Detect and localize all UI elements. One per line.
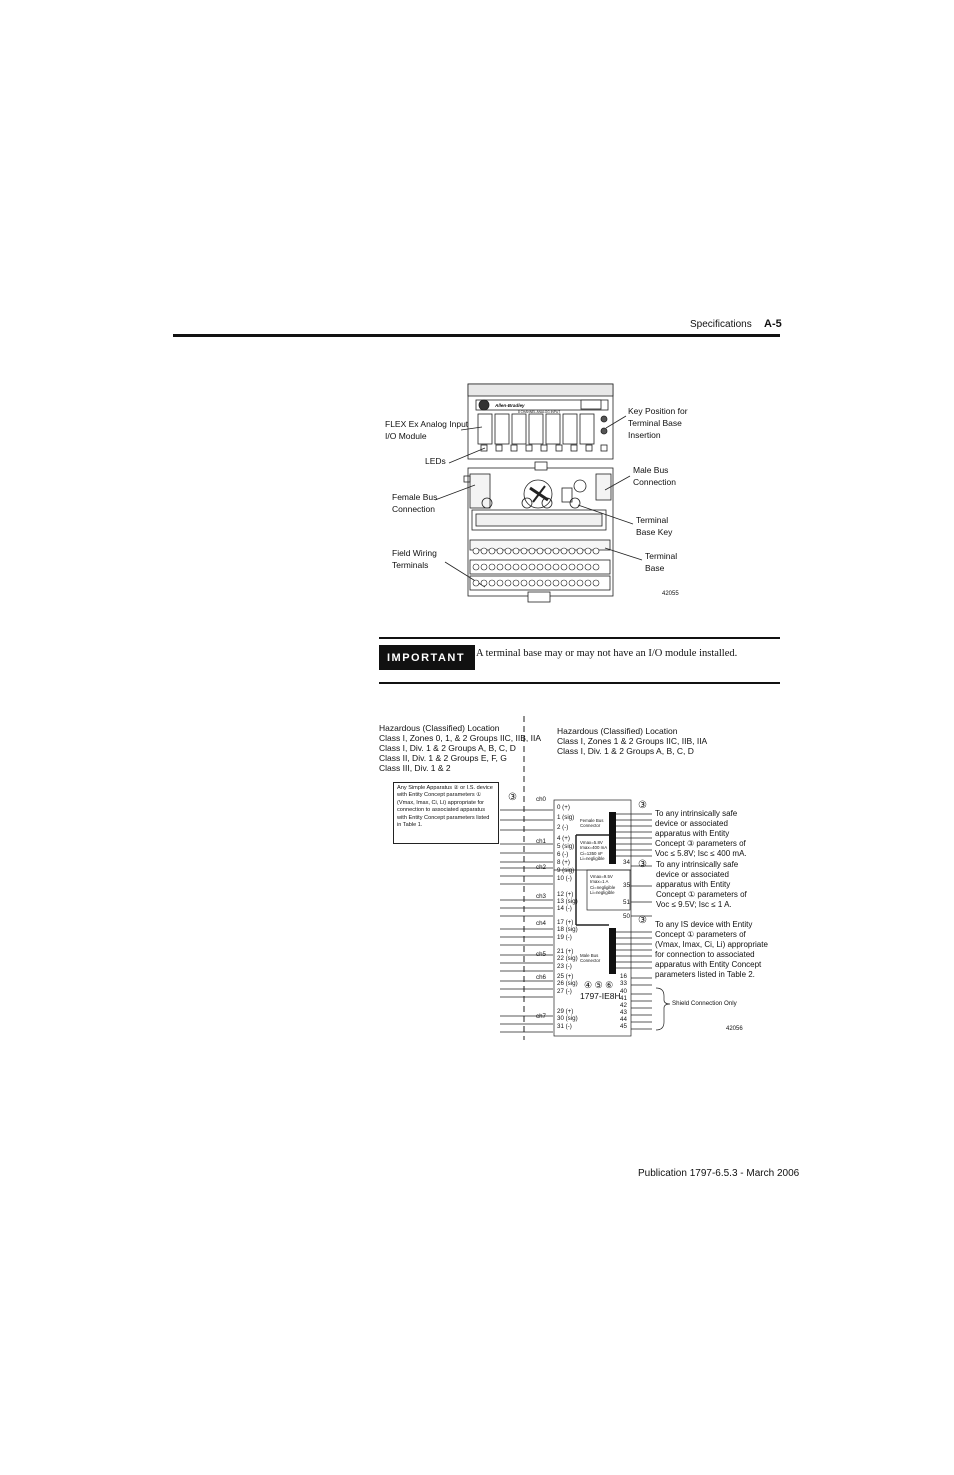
shield-connection-label: Shield Connection Only	[672, 1000, 737, 1007]
right-terminal-number: 45	[620, 1023, 627, 1030]
left-hazardous-location: Hazardous (Classified) Location Class I, Zones 0, 1, & 2 Groups IIC, IIB, IIA Class I, Div. 1 & 2 Groups A, B, C, D Class II, Div. 1 & 2 Groups E, F, G Class III, Div. 1 & 2	[379, 723, 542, 773]
terminal-label: 18 (sig)	[557, 926, 578, 933]
terminal-label: 19 (-)	[557, 934, 572, 941]
terminal-label: 5 (sig)	[557, 843, 575, 850]
catalog-number: 1797-IE8H	[580, 991, 621, 1001]
terminal-label: 6 (-)	[557, 851, 569, 858]
terminal-label: 21 (+)	[557, 948, 574, 955]
channel-label: ch5	[536, 951, 546, 958]
right-note-2: To any intrinsically safe device or associated apparatus with Entity Concept ① parameters of Voc ≤ 9.5V; Isc ≤ 1 A.	[656, 860, 747, 909]
male-bus-connector-label: Male Bus Connector	[580, 953, 601, 964]
right-note-1: To any intrinsically safe device or associated apparatus with Entity Concept ③ parameters of Voc ≤ 5.8V; Isc ≤ 400 mA.	[655, 809, 747, 858]
right-terminal-number: 33	[620, 980, 627, 987]
callout-field-wiring: Field Wiring Terminals	[392, 548, 437, 570]
terminal-label: 14 (-)	[557, 905, 572, 912]
important-text: A terminal base may or may not have an I/O module installed.	[476, 648, 738, 659]
circle-3-right-1: ③	[638, 800, 647, 811]
module-subtitle: 8 CHANNEL ANALOG INPUT	[518, 410, 561, 414]
callout-flex-ex-module: FLEX Ex Analog Input I/O Module	[385, 419, 469, 441]
terminal-label: 4 (+)	[557, 835, 570, 842]
module-figure-number: 42055	[662, 591, 679, 597]
callout-terminal-base-key: Terminal Base Key	[636, 515, 673, 537]
right-terminal-number: 35	[623, 882, 630, 889]
publication-footer: Publication 1797-6.5.3 - March 2006	[638, 1168, 800, 1179]
simple-apparatus-box: Any Simple Apparatus ② or I.S. device with Entity Concept parameters ① (Vmax, Imax, Ci, Li) appropriate for connection to associated apparatus with Entity Concept parameters listed in Table 1.	[393, 782, 499, 844]
terminal-label: 17 (+)	[557, 919, 574, 926]
right-terminal-number: 50	[623, 913, 630, 920]
terminal-label: 8 (+)	[557, 859, 570, 866]
terminal-label: 13 (sig)	[557, 898, 578, 905]
terminal-label: 30 (sig)	[557, 1015, 578, 1022]
terminal-label: 29 (+)	[557, 1008, 574, 1015]
running-header-section: Specifications	[690, 319, 752, 330]
terminal-label: 0 (+)	[557, 804, 570, 811]
female-bus-connector-label: Female Bus Connector	[580, 818, 604, 829]
terminal-label: 25 (+)	[557, 973, 574, 980]
entity-params-box-1: Vmax=5.8V Imax=400 mA Ci=1350 nF Li=negligible	[580, 840, 608, 862]
right-hazardous-location: Hazardous (Classified) Location Class I, Zones 1 & 2 Groups IIC, IIB, IIA Class I, Div. 1 & 2 Groups A, B, C, D	[557, 726, 708, 756]
module-brand: Allen-Bradley	[495, 403, 525, 408]
terminal-label: 1 (sig)	[557, 814, 575, 821]
callout-female-bus: Female Bus Connection	[392, 492, 438, 514]
circle-3-left: ③	[508, 792, 517, 803]
callout-leds: LEDs	[425, 456, 446, 466]
terminal-label: 9 (sig)	[557, 867, 575, 874]
terminal-label: 22 (sig)	[557, 955, 578, 962]
channel-label: ch2	[536, 864, 546, 871]
right-terminal-number: 51	[623, 899, 630, 906]
circle-3-right-3: ③	[638, 915, 647, 926]
entity-params-box-2: Vmax=9.5V Imax=1 A Ci=negligible Li=negligible	[590, 874, 616, 896]
right-terminal-number: 34	[623, 859, 630, 866]
terminal-label: 27 (-)	[557, 988, 572, 995]
channel-label: ch1	[536, 838, 546, 845]
important-badge: IMPORTANT	[379, 645, 475, 670]
terminal-label: 10 (-)	[557, 875, 572, 882]
terminal-label: 31 (-)	[557, 1023, 572, 1030]
wiring-figure-number: 42056	[726, 1026, 743, 1032]
terminal-label: 23 (-)	[557, 963, 572, 970]
right-terminal-number: 16	[620, 973, 627, 980]
channel-label: ch3	[536, 893, 546, 900]
right-terminal-number: 40	[620, 988, 627, 995]
right-terminal-number: 42	[620, 1002, 627, 1009]
terminal-label: 26 (sig)	[557, 980, 578, 987]
channel-label: ch0	[536, 796, 546, 803]
right-terminal-number: 41	[620, 995, 627, 1002]
page-number: A-5	[764, 318, 782, 330]
channel-label: ch4	[536, 920, 546, 927]
callout-key-position: Key Position for Terminal Base Insertion	[628, 406, 688, 440]
terminal-label: 12 (+)	[557, 891, 574, 898]
circled-numbers: ④ ⑤ ⑥	[584, 980, 614, 990]
right-terminal-number: 43	[620, 1009, 627, 1016]
callout-male-bus: Male Bus Connection	[633, 465, 677, 487]
right-terminal-number: 44	[620, 1016, 627, 1023]
channel-label: ch7	[536, 1013, 546, 1020]
channel-label: ch6	[536, 974, 546, 981]
terminal-label: 2 (-)	[557, 824, 569, 831]
right-note-3: To any IS device with Entity Concept ① parameters of (Vmax, Imax, Ci, Li) appropriate for connection to associated apparatus with Entity Concept parameters listed in Table 2.	[655, 920, 768, 979]
callout-terminal-base: Terminal Base	[645, 551, 678, 573]
circle-3-right-2: ③	[638, 859, 647, 870]
